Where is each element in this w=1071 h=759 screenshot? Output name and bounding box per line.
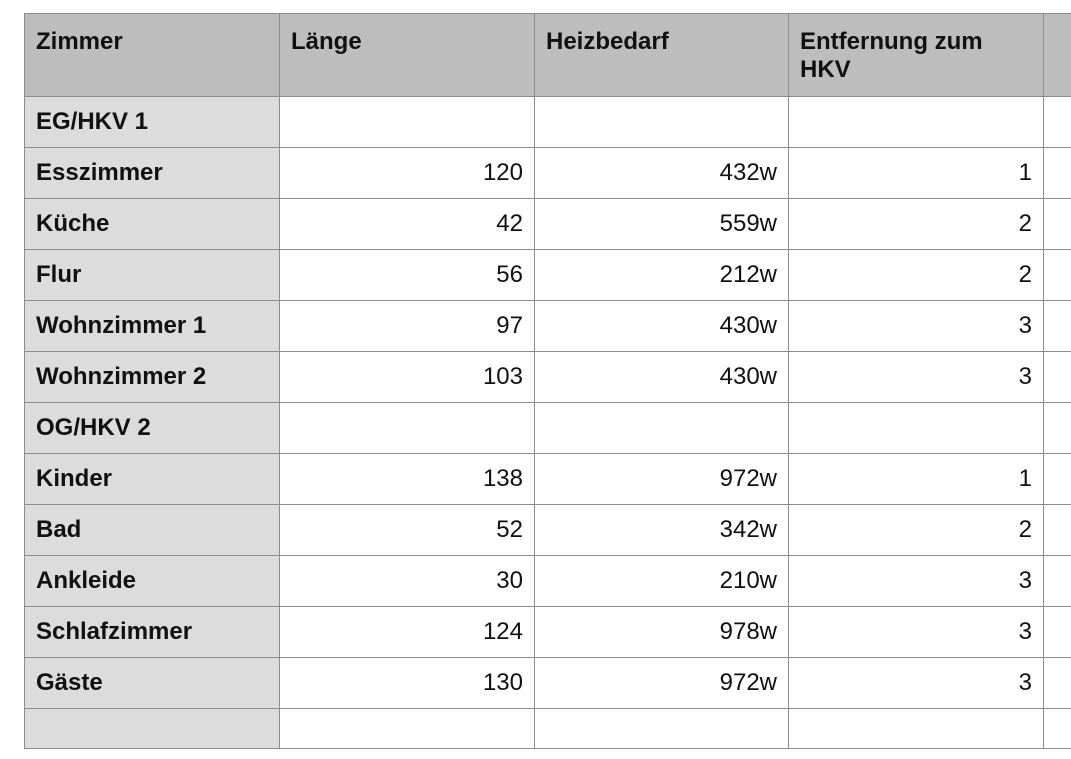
- cell-heizbedarf[interactable]: [535, 403, 789, 454]
- cell-zimmer[interactable]: Küche: [25, 199, 280, 250]
- cell-zimmer[interactable]: Ankleide: [25, 556, 280, 607]
- table-row: [25, 403, 1071, 454]
- cell-extra[interactable]: [1044, 403, 1071, 454]
- cell-laenge[interactable]: 124: [280, 607, 535, 658]
- cell-entfernung[interactable]: 3: [789, 607, 1044, 658]
- cell-entfernung[interactable]: 1: [789, 454, 1044, 505]
- cell-zimmer[interactable]: Schlafzimmer: [25, 607, 280, 658]
- cell-entfernung[interactable]: [789, 97, 1044, 148]
- cell-heizbedarf[interactable]: 432w: [535, 148, 789, 199]
- cell-extra[interactable]: [1044, 97, 1071, 148]
- cell-extra[interactable]: [1044, 454, 1071, 505]
- cell-heizbedarf[interactable]: 430w: [535, 352, 789, 403]
- cell-extra[interactable]: [1044, 352, 1071, 403]
- cell-laenge[interactable]: 30: [280, 556, 535, 607]
- cell-zimmer[interactable]: Bad: [25, 505, 280, 556]
- table-row: [25, 199, 1071, 250]
- cell-entfernung[interactable]: 2: [789, 505, 1044, 556]
- table-row: [25, 607, 1071, 658]
- cell-extra[interactable]: [1044, 199, 1071, 250]
- table-row: [25, 352, 1071, 403]
- cell-extra[interactable]: [1044, 148, 1071, 199]
- cell-entfernung[interactable]: 2: [789, 199, 1044, 250]
- cell-heizbedarf[interactable]: [535, 97, 789, 148]
- cell-heizbedarf[interactable]: 430w: [535, 301, 789, 352]
- cell-laenge[interactable]: 56: [280, 250, 535, 301]
- cell-laenge[interactable]: 130: [280, 658, 535, 709]
- cell-extra[interactable]: [1044, 709, 1071, 749]
- cell-entfernung[interactable]: [789, 403, 1044, 454]
- cell-entfernung[interactable]: [789, 709, 1044, 749]
- room-heating-table: [24, 13, 1071, 749]
- cell-zimmer[interactable]: Kinder: [25, 454, 280, 505]
- table-row: [25, 148, 1071, 199]
- cell-zimmer[interactable]: [25, 709, 280, 749]
- cell-heizbedarf[interactable]: 212w: [535, 250, 789, 301]
- cell-heizbedarf[interactable]: 559w: [535, 199, 789, 250]
- cell-laenge[interactable]: 120: [280, 148, 535, 199]
- cell-heizbedarf[interactable]: 972w: [535, 454, 789, 505]
- cell-laenge[interactable]: [280, 403, 535, 454]
- cell-zimmer[interactable]: Gäste: [25, 658, 280, 709]
- table-row: [25, 709, 1071, 749]
- header-row: [25, 14, 1071, 97]
- cell-entfernung[interactable]: 3: [789, 556, 1044, 607]
- table-row: [25, 250, 1071, 301]
- table-row: [25, 505, 1071, 556]
- cell-laenge[interactable]: [280, 97, 535, 148]
- cell-laenge[interactable]: 52: [280, 505, 535, 556]
- table-row: [25, 97, 1071, 148]
- cell-laenge[interactable]: [280, 709, 535, 749]
- cell-heizbedarf[interactable]: 978w: [535, 607, 789, 658]
- cell-extra[interactable]: [1044, 505, 1071, 556]
- cell-heizbedarf[interactable]: 342w: [535, 505, 789, 556]
- cell-entfernung[interactable]: 3: [789, 352, 1044, 403]
- cell-entfernung[interactable]: 3: [789, 658, 1044, 709]
- header-zimmer[interactable]: Zimmer: [25, 14, 280, 97]
- header-entfernung[interactable]: Entfernung zum HKV: [789, 14, 1044, 97]
- cell-extra[interactable]: [1044, 250, 1071, 301]
- cell-zimmer[interactable]: Wohnzimmer 1: [25, 301, 280, 352]
- cell-zimmer[interactable]: OG/HKV 2: [25, 403, 280, 454]
- cell-entfernung[interactable]: 2: [789, 250, 1044, 301]
- cell-heizbedarf[interactable]: [535, 709, 789, 749]
- cell-extra[interactable]: [1044, 556, 1071, 607]
- table-row: [25, 301, 1071, 352]
- table-body: [25, 97, 1071, 749]
- cell-zimmer[interactable]: EG/HKV 1: [25, 97, 280, 148]
- cell-entfernung[interactable]: 3: [789, 301, 1044, 352]
- header-laenge[interactable]: Länge: [280, 14, 535, 97]
- cell-heizbedarf[interactable]: 210w: [535, 556, 789, 607]
- cell-zimmer[interactable]: Wohnzimmer 2: [25, 352, 280, 403]
- cell-laenge[interactable]: 97: [280, 301, 535, 352]
- header-heizbedarf[interactable]: Heizbedarf: [535, 14, 789, 97]
- cell-entfernung[interactable]: 1: [789, 148, 1044, 199]
- cell-zimmer[interactable]: Flur: [25, 250, 280, 301]
- cell-extra[interactable]: [1044, 607, 1071, 658]
- cell-heizbedarf[interactable]: 972w: [535, 658, 789, 709]
- table-row: [25, 556, 1071, 607]
- cell-laenge[interactable]: 42: [280, 199, 535, 250]
- header-extra[interactable]: [1044, 14, 1071, 97]
- spreadsheet: [24, 13, 1071, 759]
- cell-extra[interactable]: [1044, 301, 1071, 352]
- cell-laenge[interactable]: 138: [280, 454, 535, 505]
- table-header: [25, 14, 1071, 97]
- cell-zimmer[interactable]: Esszimmer: [25, 148, 280, 199]
- table-row: [25, 454, 1071, 505]
- table-row: [25, 658, 1071, 709]
- cell-extra[interactable]: [1044, 658, 1071, 709]
- cell-laenge[interactable]: 103: [280, 352, 535, 403]
